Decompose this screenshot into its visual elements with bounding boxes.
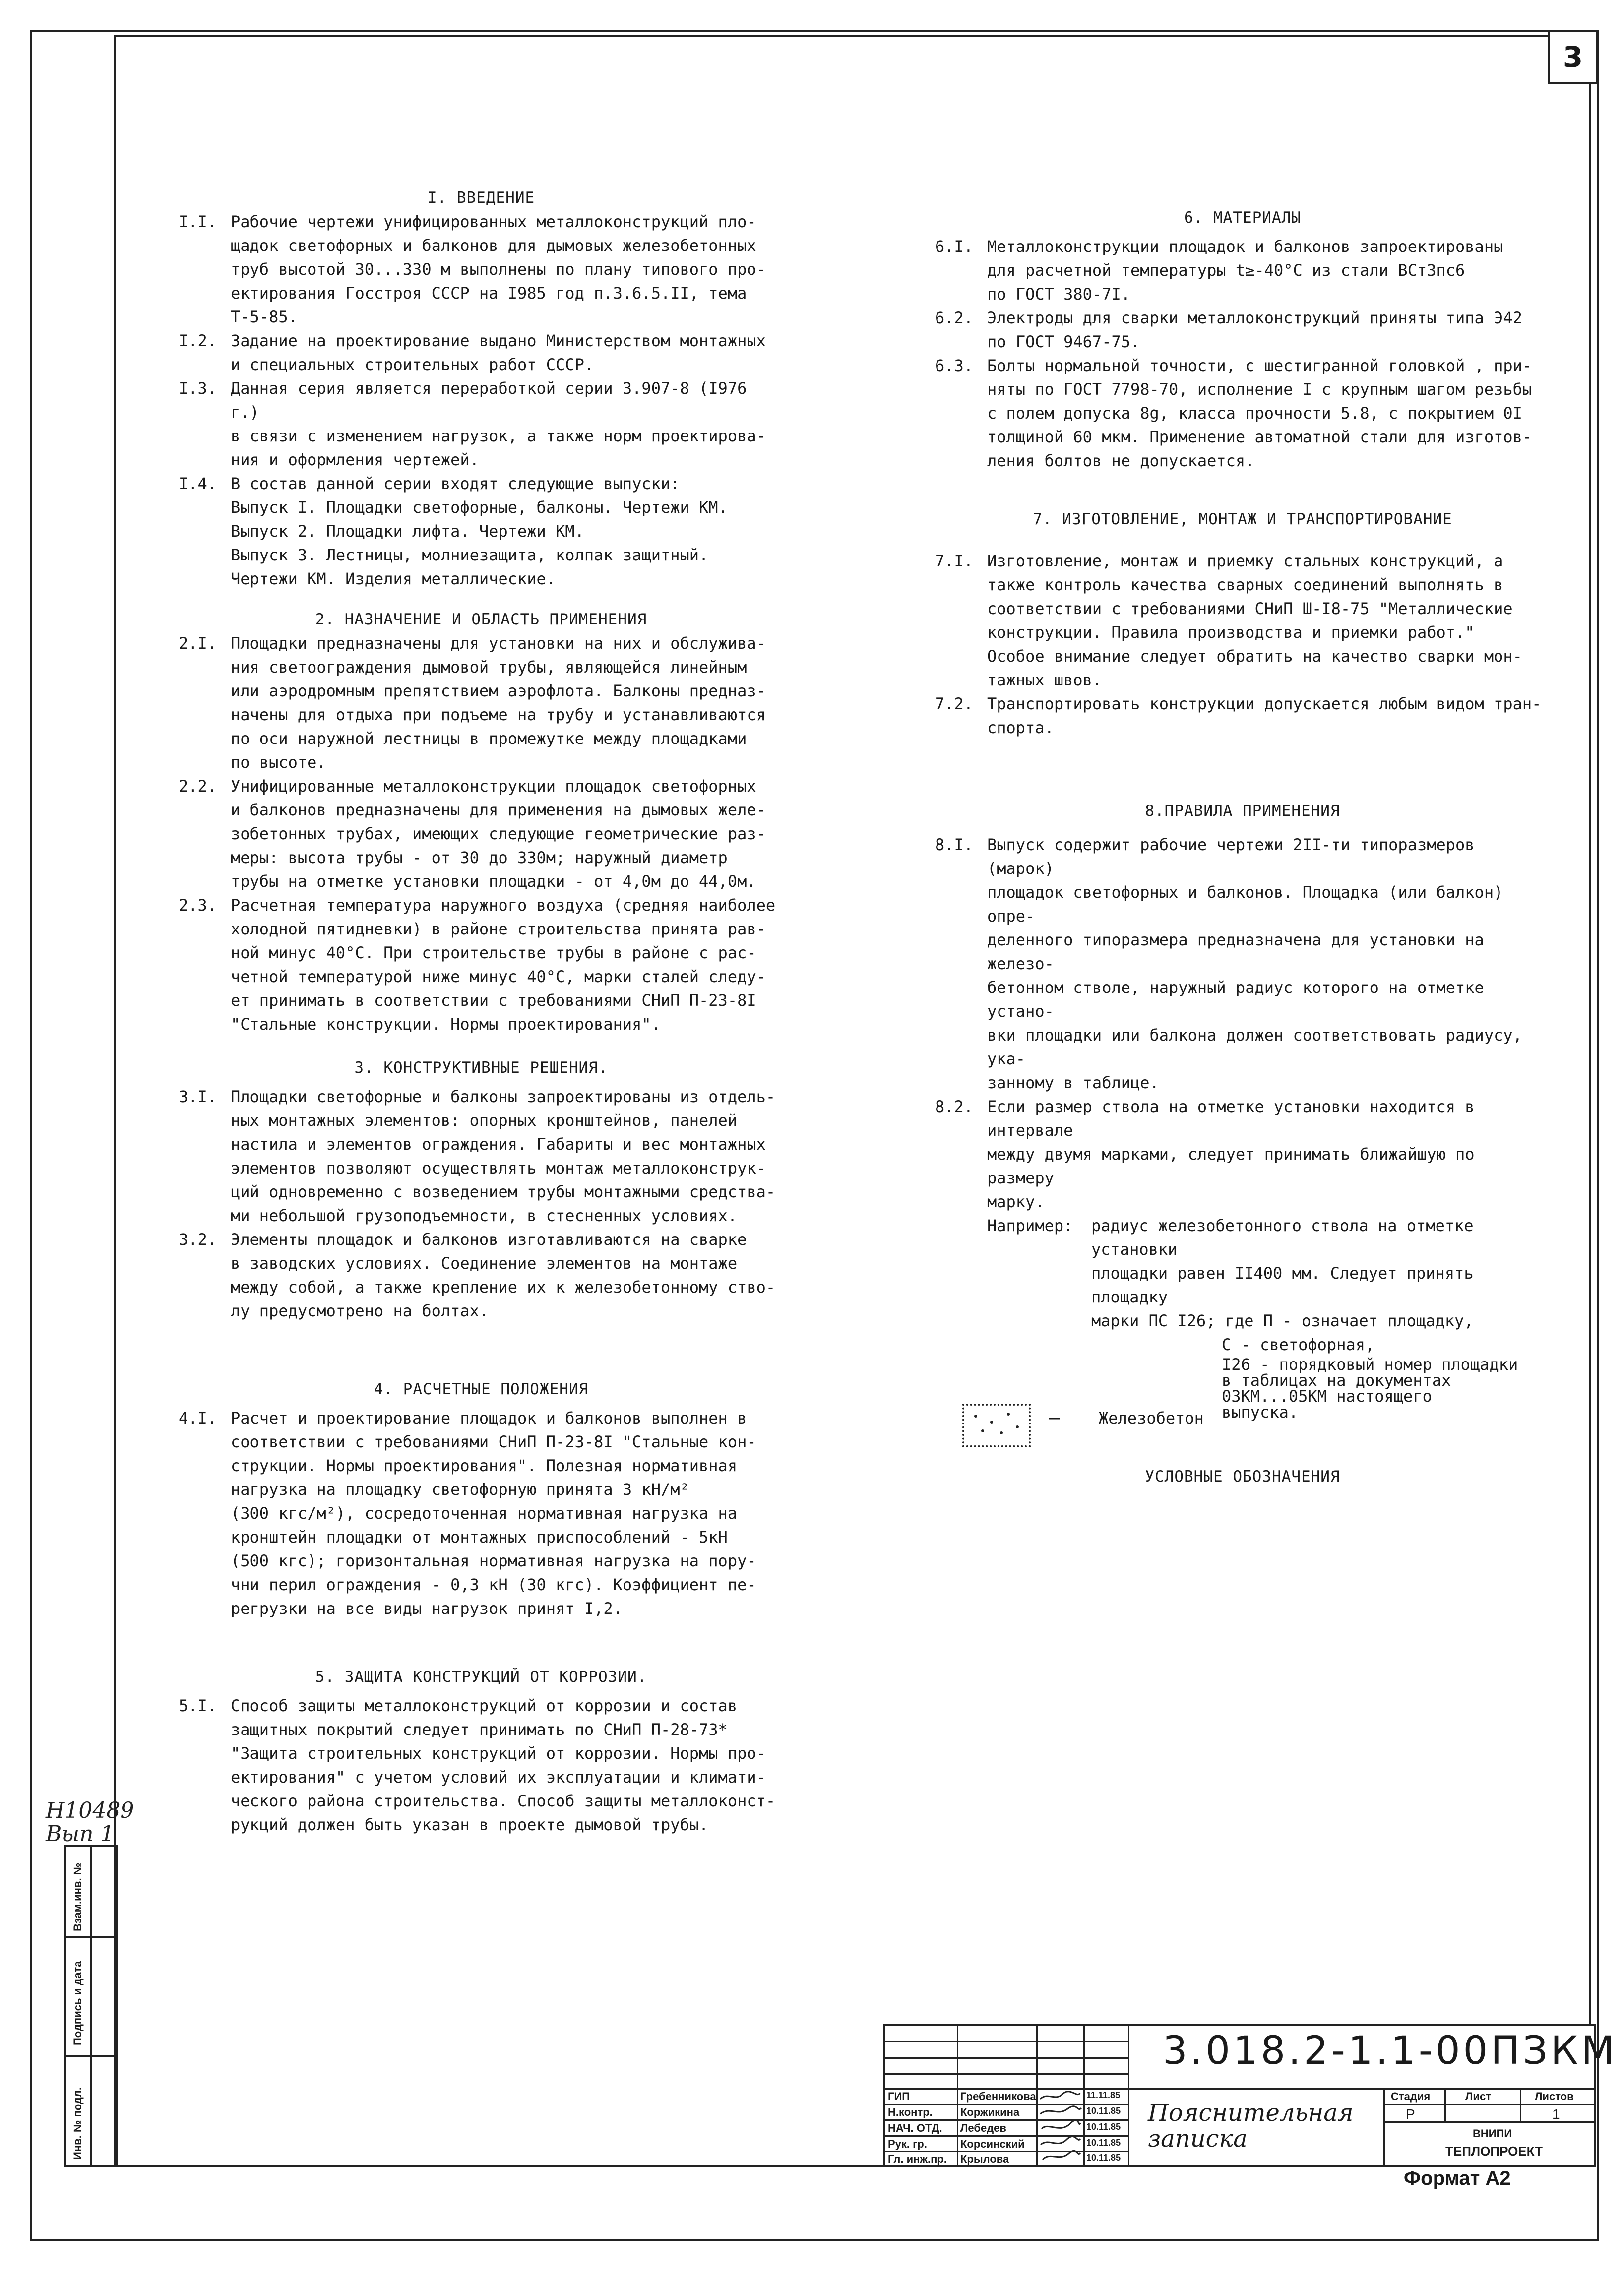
para-text: Задание на проектирование выдано Министерством монтажных и специальных строительных работ СССР.: [231, 331, 766, 374]
para-5-1: [179, 1694, 784, 1837]
legend-heading: УСЛОВНЫЕ ОБОЗНАЧЕНИЯ: [1145, 1468, 1340, 1486]
sheet-label: Лист: [1465, 2090, 1491, 2103]
para-number: 6.2.: [935, 309, 974, 327]
para-text: Болты нормальной точности, с шестигранной головкой , при- няты по ГОСТ 7798-70, исполнение I с крупным шагом резьбы с полем допуска 8g, класса прочности 5.8, с покрытием 0I толщиной 60 мкм. Применение автоматной стали для изготов- ления болтов не допускается.: [987, 356, 1532, 470]
role-4: Рук. гр.: [888, 2138, 927, 2150]
section-2-heading: 2. НАЗНАЧЕНИЕ И ОБЛАСТЬ ПРИМЕНЕНИЯ: [315, 611, 647, 628]
org-name-2: ТЕПЛОПРОЕКТ: [1445, 2144, 1543, 2159]
date-2: 10.11.85: [1086, 2106, 1121, 2116]
para-text: Способ защиты металлоконструкций от коррозии и состав защитных покрытий следует принимать по СНиП П-28-73* "Защита строительных конструкций от коррозии. Нормы про- ектирования" с учетом условий их эксплуатации и климати- ческого района строительства. Способ защиты металлоконст- рукций должен быть указан в проекте дымовой трубы.: [231, 1696, 776, 1834]
para-number: I.I.: [179, 212, 217, 231]
role-2: Н.контр.: [888, 2106, 933, 2118]
title-block: [883, 2024, 1618, 2167]
left-column: [179, 186, 784, 1837]
para-text: Расчет и проектирование площадок и балконов выполнен в соответствии с требованиями СНиП П-23-8I "Стальные кон- струкции. Нормы проектирования". Полезная нормативная нагрузка на площадку светофорную принята 3 кН/м² (300 кгс/м²), сосредоточенная нормативная нагрузка на кронштейн площадки от монтажных приспособлений - 5кН (500 кгс); горизонтальная нормативная нагрузка на пору- чни перил ограждения - 0,3 кН (30 кгс). Коэффициент пе- регрузки на все виды нагрузок принят I,2.: [231, 1409, 756, 1618]
para-number: 3.2.: [179, 1230, 217, 1249]
margin-label-inventory: Инв. № подл.: [71, 2087, 84, 2160]
para-7-2: [935, 692, 1550, 740]
para-number: 8.2.: [935, 1097, 974, 1116]
sheets-label: Листов: [1535, 2090, 1574, 2103]
inventory-handwritten: Н10489: [46, 1798, 134, 1823]
name-1: Гребенникова: [960, 2090, 1036, 2103]
margin-stamp-table: [64, 1845, 118, 2167]
para-number: 6.3.: [935, 356, 974, 375]
para-text: Площадки светофорные и балконы запроектированы из отдель- ных монтажных элементов: опорных кронштейнов, панелей настила и элементов ограждения. Габариты и вес монтажных элементов позволяют осуществлять монтаж металлоконструк- ций одновременно с возведением трубы монтажными средства- ми небольшой грузоподъемности, в стесненных условиях.: [231, 1087, 776, 1225]
section-4-heading: 4. РАСЧЕТНЫЕ ПОЛОЖЕНИЯ: [374, 1380, 589, 1398]
margin-label-replace: Взам.инв. №: [71, 1862, 84, 1931]
sheets-value: 1: [1552, 2106, 1560, 2122]
example-126: I26 - порядковый номер площадки в таблицах на документах 03КМ...05КМ настоящего выпуска.: [1222, 1355, 1518, 1422]
para-1-2: [179, 329, 784, 376]
date-5: 10.11.85: [1086, 2153, 1121, 2163]
date-4: 10.11.85: [1086, 2138, 1121, 2148]
reinforced-concrete-hatch-icon: [962, 1404, 1031, 1447]
para-number: 2.I.: [179, 634, 217, 653]
para-6-1: [935, 235, 1550, 306]
para-text: Рабочие чертежи унифицированных металлоконструкций пло- щадок светофорных и балконов для дымовых железобетонных труб высотой 30...330 м выполнены по плану типового про- ектирования Госстроя СССР на I985 год п.3.6.5.II, тема Т-5-85.: [231, 212, 766, 326]
para-number: 6.I.: [935, 237, 974, 256]
para-1-3: [179, 376, 784, 472]
para-number: I.2.: [179, 331, 217, 350]
document-title: Пояснительная записка: [1148, 2099, 1354, 2153]
para-text: Расчетная температура наружного воздуха (средняя наиболее холодной пятидневки) в районе строительства принята рав- ной минус 40°С. При строительстве трубы в районе с рас- четной температурой ниже минус 40°С, марки сталей следу- ет принимать в соответствии с требованиями СНиП П-23-8I "Стальные конструкции. Нормы проектирования".: [231, 896, 776, 1034]
right-column: [935, 206, 1550, 1488]
section-6-heading: 6. МАТЕРИАЛЫ: [1184, 209, 1301, 227]
signatures: [1038, 2089, 1082, 2164]
para-8-2: [935, 1095, 1550, 1214]
example-label: Например:: [987, 1216, 1073, 1235]
para-text: Металлоконструкции площадок и балконов запроектированы для расчетной температуры t≥-40°С из стали ВСт3пс6 по ГОСТ 380-7I.: [987, 237, 1503, 304]
para-number: 7.2.: [935, 694, 974, 713]
date-1: 11.11.85: [1086, 2090, 1121, 2100]
para-text: В состав данной серии входят следующие выпуски: Выпуск I. Площадки светофорные, балконы. Чертежи КМ. Выпуск 2. Площадки лифта. Чертежи КМ. Выпуск 3. Лестницы, молниезащита, колпак защитный. Чертежи КМ. Изделия металлические.: [231, 474, 728, 588]
para-number: 3.I.: [179, 1087, 217, 1106]
document-code: 3.018.2-1.1-00ПЗКМ: [1163, 2029, 1618, 2073]
name-4: Корсинский: [960, 2138, 1025, 2150]
para-6-3: [935, 354, 1550, 473]
name-2: Коржикина: [960, 2106, 1020, 2118]
role-5: Гл. инж.пр.: [888, 2153, 947, 2165]
para-1-1: [179, 210, 784, 329]
date-3: 10.11.85: [1086, 2122, 1121, 2132]
legend-label: Железобетон: [1099, 1409, 1204, 1427]
para-number: I.3.: [179, 379, 217, 398]
role-3: НАЧ. ОТД.: [888, 2122, 942, 2134]
para-number: 7.I.: [935, 552, 974, 570]
para-number: 2.2.: [179, 777, 217, 796]
stage-label: Стадия: [1391, 2090, 1431, 2103]
para-text: Площадки предназначены для установки на них и обслужива- ния светоограждения дымовой трубы, являющейся линейным или аэродромным препятствием аэрофлота. Балконы предназ- начены для отдыха при подъеме на трубу и устанавливаются по оси наружной лестницы в промежутке между площадками по высоте.: [231, 634, 766, 772]
section-8-heading: 8.ПРАВИЛА ПРИМЕНЕНИЯ: [1145, 802, 1340, 820]
para-8-1: [935, 833, 1550, 1095]
para-2-1: [179, 631, 784, 774]
para-text: Транспортировать конструкции допускается любым видом тран- спорта.: [987, 694, 1542, 737]
para-number: 2.3.: [179, 896, 217, 915]
name-5: Крылова: [960, 2153, 1009, 2165]
example-text: радиус железобетонного ствола на отметке установки площадки равен II400 мм. Следует принять площадку марки ПС I26; где П - означает площадку,: [1091, 1216, 1474, 1330]
paper-format: Формат А2: [1404, 2167, 1511, 2189]
sheet-number: 3: [1548, 30, 1598, 84]
para-2-3: [179, 893, 784, 1036]
para-text: Электроды для сварки металлоконструкций приняты типа Э42 по ГОСТ 9467-75.: [987, 309, 1522, 351]
para-number: I.4.: [179, 474, 217, 493]
para-3-2: [179, 1228, 784, 1323]
example-c: С - светофорная,: [1222, 1335, 1375, 1354]
para-number: 4.I.: [179, 1409, 217, 1427]
para-text: Элементы площадок и балконов изготавливаются на сварке в заводских условиях. Соединение элементов на монтаже между собой, а также крепление их к железобетонному ство- лу предусмотрено на болтах.: [231, 1230, 776, 1320]
para-2-2: [179, 774, 784, 893]
para-text: Выпуск содержит рабочие чертежи 2II-ти типоразмеров (марок) площадок светофорных и балконов. Площадка (или балкон) опре- деленного типоразмера предназначена для установки на железо- бетонном стволе, наружный радиус которого на отметке устано- вки площадки или балкона должен соответствовать радиусу, ука- занному в таблице.: [987, 835, 1522, 1092]
stage-value: Р: [1406, 2106, 1415, 2122]
para-4-1: [179, 1406, 784, 1620]
para-3-1: [179, 1085, 784, 1228]
para-text: Унифицированные металлоконструкции площадок светофорных и балконов предназначены для применения на дымовых желе- зобетонных трубах, имеющих следующие геометрические раз- меры: высота трубы - от 30 до 330м; наружный диаметр трубы на отметке установки площадки - от 4,0м до 44,0м.: [231, 777, 766, 891]
example-block: [935, 1214, 1550, 1333]
para-7-1: [935, 549, 1550, 692]
issue-handwritten: Вып 1: [46, 1821, 115, 1847]
para-number: 8.I.: [935, 835, 974, 854]
para-1-4: [179, 472, 784, 591]
section-7-heading: 7. ИЗГОТОВЛЕНИЕ, МОНТАЖ И ТРАНСПОРТИРОВАНИЕ: [1033, 510, 1452, 528]
section-3-heading: 3. КОНСТРУКТИВНЫЕ РЕШЕНИЯ.: [354, 1059, 608, 1077]
para-number: 5.I.: [179, 1696, 217, 1715]
org-name-1: ВНИПИ: [1473, 2127, 1512, 2140]
section-5-heading: 5. ЗАЩИТА КОНСТРУКЦИЙ ОТ КОРРОЗИИ.: [315, 1668, 647, 1686]
role-1: ГИП: [888, 2090, 910, 2103]
name-3: Лебедев: [960, 2122, 1006, 2134]
legend-dash: —: [1049, 1408, 1060, 1428]
para-text: Изготовление, монтаж и приемку стальных конструкций, а также контроль качества сварных соединений выполнять в соответствии с требованиями СНиП Ш-I8-75 "Металлические конструкции. Правила производства и приемки работ." Особое внимание следует обратить на качество сварки мон- тажных швов.: [987, 552, 1522, 689]
para-text: Данная серия является переработкой серии 3.907-8 (I976 г.) в связи с изменением нагрузок, а также норм проектирова- ния и оформления чертежей.: [231, 379, 766, 469]
section-1-heading: I. ВВЕДЕНИЕ: [427, 189, 535, 207]
para-text: Если размер ствола на отметке установки находится в интервале между двумя марками, следует принимать ближайшую по размеру марку.: [987, 1097, 1475, 1211]
margin-label-signature: Подпись и дата: [71, 1961, 84, 2045]
para-6-2: [935, 306, 1550, 354]
